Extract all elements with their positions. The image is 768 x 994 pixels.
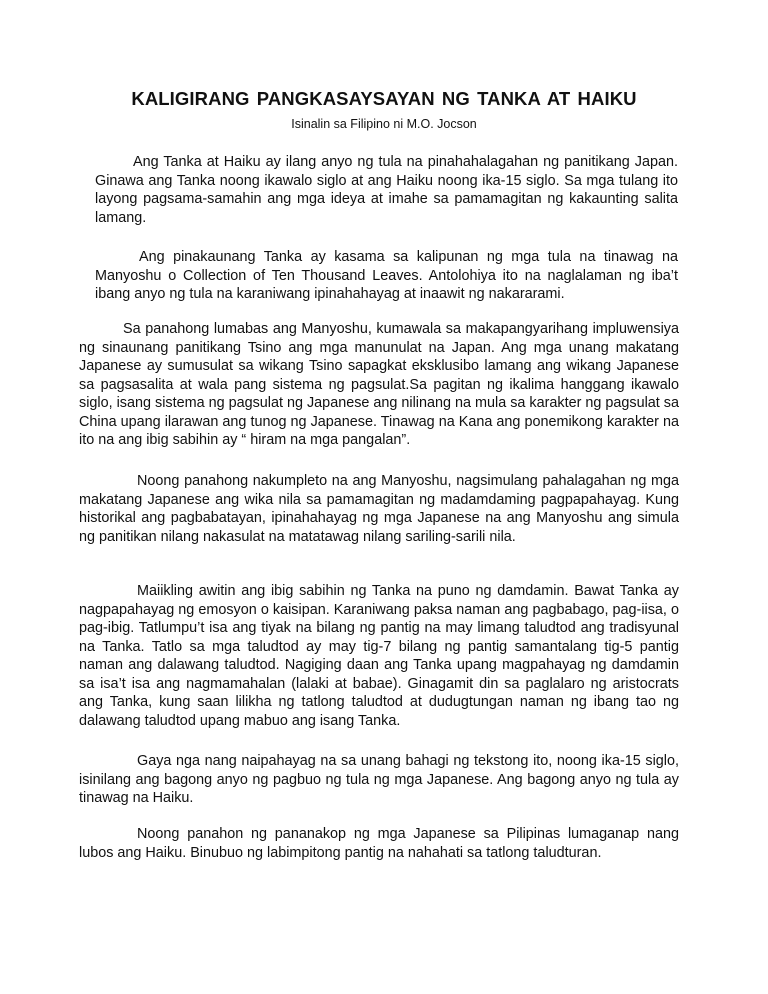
paragraph-4: Noong panahong nakumpleto na ang Manyoshu, nagsimulang pahalagahan ng mga makatang Japanese ang wika nila sa pamamagitan ng madamdaming pagpapahayag. Kung historikal ang pagbabatayan, ipinahahayag ng mga Japanese na ang Manyoshu ang simula ng panitikan nilang nakasulat na matatawag nilang sariling-sarili nila. [79, 473, 679, 545]
paragraph-5: Maiikling awitin ang ibig sabihin ng Tanka na puno ng damdamin. Bawat Tanka ay nagpapahayag ng emosyon o kaisipan. Karaniwang paksa naman ang pagbabago, pag-iisa, o pag-ibig. Tatlumpu’t isa ang tiyak na bilang ng pantig na may limang taludtod ang tradisyunal na Tanka. Tatlo sa mga taludtod ay may tig-7 bilang ng pantig samantalang tig-5 pantig naman ang dalawang taludtod. Nagiging daan ang Tanka upang magpahayag ng damdamin sa isa’t isa ang nagmamahalan (lalaki at babae). Ginagamit din sa paglalaro ng aristocrats ang Tanka, kung saan lilikha ng tatlong taludtod at dudugtungan naman ng ibang tao ng dalawang taludtod upang mabuo ang isang Tanka. [79, 583, 679, 729]
document-title: KALIGIRANG PANGKASAYSAYAN NG TANKA AT HAIKU [131, 88, 637, 109]
paragraph-2: Ang pinakaunang Tanka ay kasama sa kalipunan ng mga tula na tinawag na Manyoshu o Collection of Ten Thousand Leaves. Antolohiya ito na naglalaman ng iba’t ibang anyo ng tula na karaniwang ipinahahayag at inaawit ng nakararami. [95, 249, 678, 302]
paragraph-7: Noong panahon ng pananakop ng mga Japanese sa Pilipinas lumaganap nang lubos ang Haiku. Binubuo ng labimpitong pantig na nahahati sa tatlong taludturan. [79, 826, 679, 861]
document-subtitle: Isinalin sa Filipino ni M.O. Jocson [291, 117, 477, 131]
paragraph-6: Gaya nga nang naipahayag na sa unang bahagi ng tekstong ito, noong ika-15 siglo, isinilang ang bagong anyo ng pagbuo ng tula ng mga Japanese. Ang bagong anyo ng tula ay tinawag na Haiku. [79, 753, 679, 806]
paragraph-1: Ang Tanka at Haiku ay ilang anyo ng tula na pinahahalagahan ng panitikang Japan. Ginawa ang Tanka noong ikawalo siglo at ang Haiku noong ika-15 siglo. Sa mga tulang ito layong pagsama-samahin ang mga ideya at imahe sa pamamagitan ng kakaunting salita lamang. [95, 154, 678, 226]
paragraph-3: Sa panahong lumabas ang Manyoshu, kumawala sa makapangyarihang impluwensiya ng sinaunang panitikang Tsino ang mga manunulat na Japan. Ang mga unang makatang Japanese ay sumusulat sa wikang Tsino sapagkat eksklusibo lamang ang wikang Japanese sa pagsasalita at wala pang sistema ng pagsulat.Sa pagitan ng ikalima hanggang ikawalo siglo, isang sistema ng pagsulat ng Japanese ang nilinang na mula sa karakter ng pagsulat sa China upang ilarawan ang tunog ng Japanese. Tinawag na Kana ang ponemikong karakter na ito na ang ibig sabihin ay “ hiram na mga pangalan”. [79, 321, 679, 448]
